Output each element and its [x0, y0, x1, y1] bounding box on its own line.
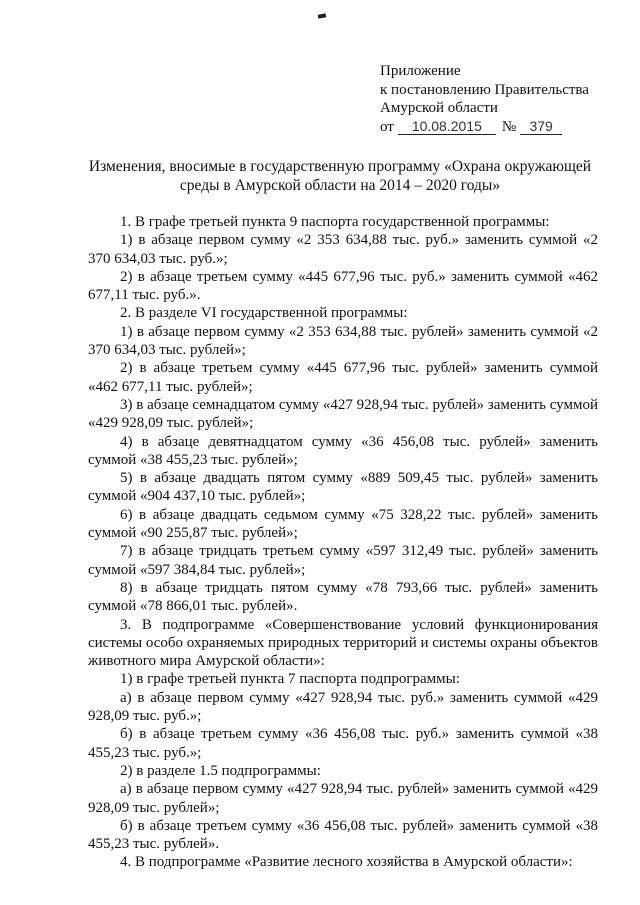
paragraph: 1) в абзаце первом сумму «2 353 634,88 тыс. рублей» заменить суммой «2 370 634,03 тыс. рублей»; — [88, 323, 598, 359]
from-label: от — [380, 118, 394, 135]
decree-date: 10.08.2015 — [398, 119, 496, 135]
paragraph: 7) в абзаце тридцать третьем сумму «597 312,49 тыс. рублей» заменить суммой «597 384,84 тыс. рублей»; — [88, 543, 598, 578]
document-body — [88, 213, 598, 872]
appendix-region: Амурской области — [380, 100, 498, 116]
paragraph: 2) в абзаце третьем сумму «445 677,96 тыс. рублей» заменить суммой «462 677,11 тыс. рублей»; — [88, 360, 598, 395]
paragraph: 6) в абзаце двадцать седьмом сумму «75 328,22 тыс. рублей» заменить суммой «90 255,87 тыс. рублей»; — [88, 506, 598, 542]
paragraph: б) в абзаце третьем сумму «36 456,08 тыс. рублей» заменить суммой «38 455,23 тыс. рублей». — [88, 817, 598, 853]
paragraph: 8) в абзаце тридцать пятом сумму «78 793,66 тыс. рублей» заменить суммой «78 866,01 тыс. рублей». — [88, 579, 598, 615]
paragraph: 1) в графе третьей пункта 7 паспорта подпрограммы: — [120, 671, 460, 688]
appendix-decree: к постановлению Правительства — [380, 81, 589, 98]
paragraph: 4) в абзаце девятнадцатом сумму «36 456,08 тыс. рублей» заменить суммой «38 455,23 тыс. рублей»; — [88, 433, 598, 468]
appendix-block — [380, 62, 589, 136]
document-title — [80, 157, 600, 195]
scan-mark — [318, 13, 327, 19]
number-label: № — [501, 118, 517, 135]
appendix-date-number-row — [380, 118, 589, 137]
paragraph: 1. В графе третьей пункта 9 паспорта государственной программы: — [120, 214, 550, 230]
title-line-1: Изменения, вносимые в государственную программу «Охрана окружающей — [88, 158, 592, 175]
paragraph: 2. В разделе VI государственной программы: — [120, 305, 408, 322]
paragraph: 2) в абзаце третьем сумму «445 677,96 тыс. руб.» заменить суммой «462 677,11 тыс. руб.». — [88, 268, 598, 304]
paragraph: 5) в абзаце двадцать пятом сумму «889 509,45 тыс. рублей» заменить суммой «904 437,10 тыс. рублей»; — [88, 470, 598, 505]
paragraph: 2) в разделе 1.5 подпрограммы: — [120, 762, 321, 779]
paragraph: б) в абзаце третьем сумму «36 456,08 тыс. руб.» заменить суммой «38 455,23 тыс. руб.»; — [88, 726, 598, 761]
paragraph: 1) в абзаце первом сумму «2 353 634,88 тыс. руб.» заменить суммой «2 370 634,03 тыс. руб.»; — [88, 232, 598, 267]
paragraph: а) в абзаце первом сумму «427 928,94 тыс. руб.» заменить суммой «429 928,09 тыс. руб.»; — [88, 689, 598, 725]
paragraph: 4. В подпрограмме «Развитие лесного хозяйства в Амурской области»: — [120, 854, 573, 871]
paragraph: 3) в абзаце семнадцатом сумму «427 928,94 тыс. рублей» заменить суммой «429 928,09 тыс. рублей»; — [88, 396, 598, 432]
appendix-title: Приложение — [380, 63, 461, 79]
paragraph: а) в абзаце первом сумму «427 928,94 тыс. рублей» заменить суммой «429 928,09 тыс. рублей»; — [88, 781, 598, 816]
paragraph: 3. В подпрограмме «Совершенствование условий функционирования системы особо охраняемых природных территорий и системы охраны объектов животного мира Амурской области»: — [88, 616, 598, 670]
title-line-2: среды в Амурской области на 2014 – 2020 годы» — [179, 177, 501, 194]
decree-number: 379 — [520, 119, 562, 135]
